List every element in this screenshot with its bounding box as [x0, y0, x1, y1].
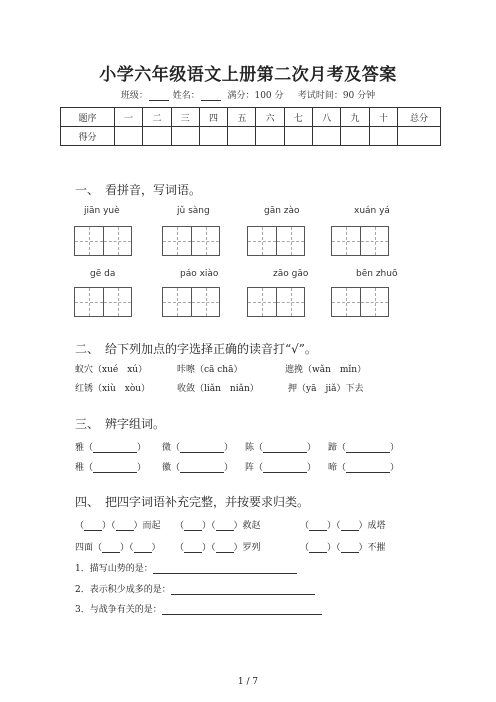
char-label: 阵（	[245, 463, 264, 473]
paren-text: ）（	[202, 521, 216, 531]
idiom-suffix: ）而起	[133, 521, 161, 531]
close-paren: ）	[307, 443, 317, 453]
idiom-suffix: ）救赵	[233, 521, 261, 531]
score-cell[interactable]	[313, 127, 341, 146]
idiom-blank[interactable]	[102, 543, 120, 553]
idiom-item	[300, 540, 386, 553]
idiom-item	[175, 540, 261, 553]
close-paren: ）	[390, 463, 400, 473]
section1-heading: 一、 看拼音，写词语。	[75, 183, 202, 197]
paren-text: ）（	[120, 543, 134, 553]
idiom-suffix: ）	[151, 543, 161, 553]
idiom-blank[interactable]	[309, 543, 327, 553]
paren-text: ）（	[102, 521, 116, 531]
score-header-cell: 一	[115, 108, 143, 127]
word-group-item	[245, 440, 316, 453]
answer-line[interactable]	[162, 605, 322, 615]
idiom-blank[interactable]	[84, 521, 102, 531]
close-paren: ）	[137, 443, 147, 453]
score-header-cell: 总分	[398, 108, 441, 127]
close-paren: ）	[137, 463, 147, 473]
writing-grid[interactable]	[74, 226, 132, 256]
idiom-blank[interactable]	[341, 521, 359, 531]
classify-question	[75, 602, 322, 615]
writing-grid[interactable]	[162, 226, 220, 256]
idiom-blank[interactable]	[341, 543, 359, 553]
char-label: 蹄（	[328, 443, 347, 453]
answer-line[interactable]	[171, 585, 315, 595]
idiom-blank[interactable]	[134, 543, 152, 553]
score-row-label: 得分	[61, 127, 115, 146]
score-cell[interactable]	[341, 127, 369, 146]
pinyin-label: jiān yuè	[84, 206, 120, 216]
score-label: 满分：100 分	[227, 91, 284, 101]
score-header-cell: 七	[284, 108, 312, 127]
name-label: 姓名：	[172, 91, 200, 101]
idiom-suffix: ）不摧	[358, 543, 386, 553]
idiom-blank[interactable]	[184, 521, 202, 531]
paren-text: （	[300, 543, 310, 553]
section3-heading: 三、 辨字组词。	[75, 417, 166, 431]
score-header-cell: 二	[143, 108, 171, 127]
char-label: 稚（	[75, 463, 94, 473]
paren-text: （	[300, 521, 310, 531]
idiom-blank[interactable]	[309, 521, 327, 531]
paren-text: 四面（	[75, 543, 103, 553]
char-label: 陈（	[245, 443, 264, 453]
writing-grid[interactable]	[247, 287, 305, 317]
pinyin-label: jǔ sàng	[177, 206, 210, 216]
score-header-cell: 十	[369, 108, 397, 127]
question-text: 2．表示积少成多的是：	[75, 585, 171, 595]
answer-blank[interactable]	[346, 443, 390, 453]
score-cell[interactable]	[171, 127, 199, 146]
score-table-score-row	[61, 127, 441, 146]
score-cell[interactable]	[143, 127, 171, 146]
paren-text: （	[175, 543, 185, 553]
class-label: 班级：	[120, 91, 148, 101]
score-cell[interactable]	[369, 127, 397, 146]
char-label: 徽（	[162, 463, 181, 473]
writing-grid[interactable]	[162, 287, 220, 317]
score-header-cell: 六	[256, 108, 284, 127]
pinyin-label: gē da	[90, 269, 116, 279]
reading-choice[interactable]: 收敛（liǎn niǎn）	[177, 384, 259, 394]
score-cell[interactable]	[256, 127, 284, 146]
pinyin-label: zāo gāo	[273, 269, 309, 279]
pinyin-label: xuán yá	[354, 206, 390, 216]
answer-blank[interactable]	[93, 443, 137, 453]
answer-blank[interactable]	[263, 463, 307, 473]
question-text: 3．与战争有关的是：	[75, 605, 162, 615]
word-group-item	[75, 460, 146, 473]
score-cell[interactable]	[398, 127, 441, 146]
pinyin-label: bēn zhuō	[356, 269, 398, 279]
writing-grid[interactable]	[247, 226, 305, 256]
reading-choice[interactable]: 遮挽（wǎn mǐn）	[285, 365, 367, 375]
idiom-item	[75, 540, 161, 553]
answer-blank[interactable]	[180, 443, 224, 453]
idiom-blank[interactable]	[216, 521, 234, 531]
word-group-item	[245, 460, 316, 473]
close-paren: ）	[307, 463, 317, 473]
paren-text: （	[75, 521, 85, 531]
paren-text: ）（	[327, 521, 341, 531]
paren-text: ）（	[202, 543, 216, 553]
score-header-cell: 八	[313, 108, 341, 127]
name-blank[interactable]	[201, 92, 221, 101]
answer-blank[interactable]	[263, 443, 307, 453]
pinyin-label: gān zào	[264, 206, 300, 216]
section4-heading: 四、 把四字词语补充完整，并按要求归类。	[75, 495, 310, 509]
paren-text: （	[175, 521, 185, 531]
question-text: 1．描写山势的是：	[75, 564, 153, 574]
score-header-cell: 五	[228, 108, 256, 127]
idiom-item	[75, 518, 161, 531]
word-group-item	[328, 460, 399, 473]
word-group-item	[328, 440, 399, 453]
idiom-item	[175, 518, 261, 531]
classify-question	[75, 582, 315, 595]
answer-blank[interactable]	[180, 463, 224, 473]
class-blank[interactable]	[149, 92, 169, 101]
score-cell[interactable]	[199, 127, 227, 146]
word-group-item	[162, 440, 233, 453]
answer-blank[interactable]	[346, 463, 390, 473]
close-paren: ）	[390, 443, 400, 453]
word-group-item	[75, 440, 146, 453]
score-table	[60, 107, 441, 146]
idiom-blank[interactable]	[116, 521, 134, 531]
pinyin-label: páo xiào	[180, 269, 219, 279]
char-label: 雅（	[75, 443, 94, 453]
answer-blank[interactable]	[93, 463, 137, 473]
reading-choice[interactable]: 咔嚓（cā chā）	[177, 365, 243, 375]
writing-grid[interactable]	[331, 287, 389, 317]
page-number: 1 / 7	[237, 677, 259, 687]
score-header-cell: 四	[199, 108, 227, 127]
score-cell[interactable]	[284, 127, 312, 146]
answer-line[interactable]	[153, 564, 297, 574]
reading-choice[interactable]: 红锈（xiù xòu）	[75, 384, 151, 394]
score-cell[interactable]	[228, 127, 256, 146]
score-table-header-row	[61, 108, 441, 127]
idiom-blank[interactable]	[216, 543, 234, 553]
writing-grid[interactable]	[331, 226, 389, 256]
exam-info	[0, 88, 496, 101]
idiom-suffix: ）罗列	[233, 543, 261, 553]
score-cell[interactable]	[115, 127, 143, 146]
score-header-cell: 三	[171, 108, 199, 127]
time-label: 考试时间：90 分钟	[297, 91, 376, 101]
classify-question	[75, 561, 297, 574]
idiom-item	[300, 518, 386, 531]
word-group-item	[162, 460, 233, 473]
reading-choice[interactable]: 押（yā jiǎ）下去	[288, 384, 364, 394]
score-header-cell: 九	[341, 108, 369, 127]
close-paren: ）	[224, 443, 234, 453]
score-header-cell: 题序	[61, 108, 115, 127]
idiom-suffix: ）成塔	[358, 521, 386, 531]
reading-choice[interactable]: 蚁穴（xué xú）	[75, 365, 148, 375]
page-title: 小学六年级语文上册第二次月考及答案	[99, 65, 397, 85]
char-label: 微（	[162, 443, 181, 453]
char-label: 啼（	[328, 463, 347, 473]
close-paren: ）	[224, 463, 234, 473]
idiom-blank[interactable]	[184, 543, 202, 553]
section2-heading: 二、 给下列加点的字选择正确的读音打“√”。	[75, 342, 317, 356]
writing-grid[interactable]	[74, 287, 132, 317]
paren-text: ）（	[327, 543, 341, 553]
